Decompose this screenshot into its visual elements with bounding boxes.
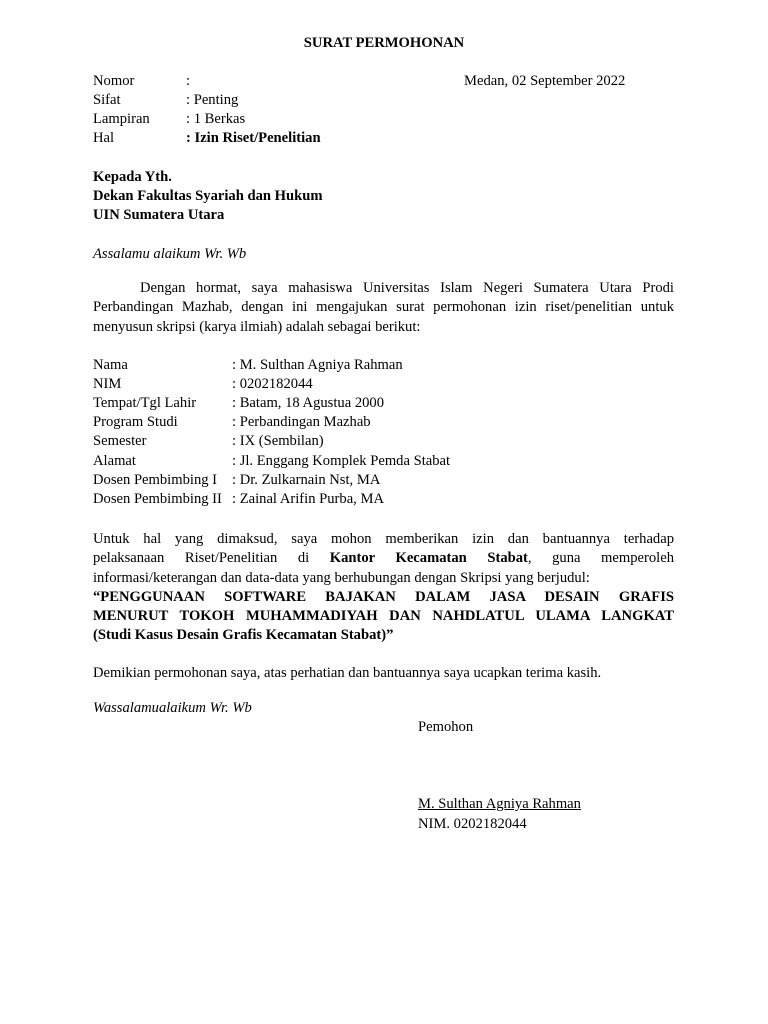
detail-value: : 0202182044 <box>232 376 313 392</box>
detail-label: Tempat/Tgl Lahir <box>93 395 197 411</box>
closing-statement: Demikian permohonan saya, atas perhatian dan bantuannya saya ucapkan terima kasih. <box>93 665 602 681</box>
research-location: Kantor Kecamatan Stabat <box>329 550 528 567</box>
thesis-title-line-2: MENURUT TOKOH MUHAMMADIYAH DAN NAHDLATUL ULAMA LANGKAT <box>93 608 674 625</box>
body-line-2-post: , guna memperoleh <box>527 550 674 567</box>
body-line-2 <box>93 549 674 568</box>
lampiran-label: Lampiran <box>93 111 150 127</box>
body-line-1: Untuk hal yang dimaksud, saya mohon memberikan izin dan bantuannya terhadap <box>93 531 674 547</box>
signature-role: Pemohon <box>418 719 474 735</box>
body-paragraph <box>93 530 674 646</box>
letter-title: SURAT PERMOHONAN <box>303 35 465 51</box>
intro-line-1: Dengan hormat, saya mahasiswa Universitas Islam Negeri Sumatera Utara Prodi <box>140 280 674 296</box>
signature-nim: NIM. 0202182044 <box>418 816 527 832</box>
body-line-3: informasi/keterangan dan data-data yang berhubungan dengan Skripsi yang berjudul: <box>93 569 590 586</box>
signature-name: M. Sulthan Agniya Rahman <box>418 796 581 812</box>
intro-line-3: menyusun skripsi (karya ilmiah) adalah sebagai berikut: <box>93 318 421 335</box>
place-date: Medan, 02 September 2022 <box>464 73 626 89</box>
detail-label: Alamat <box>93 453 136 469</box>
hal-label: Hal <box>93 130 115 146</box>
farewell: Wassalamualaikum Wr. Wb <box>93 700 252 716</box>
detail-value: : Perbandingan Mazhab <box>232 414 371 430</box>
lampiran-value: : 1 Berkas <box>186 111 246 127</box>
detail-label: Dosen Pembimbing I <box>93 472 218 488</box>
detail-value: : Zainal Arifin Purba, MA <box>232 491 384 507</box>
nomor-value: : <box>186 73 191 89</box>
recipient-line-2: Dekan Fakultas Syariah dan Hukum <box>93 188 323 204</box>
intro-paragraph <box>93 279 674 337</box>
detail-label: Nama <box>93 357 128 373</box>
recipient-line-3: UIN Sumatera Utara <box>93 207 225 223</box>
body-line-2-pre: pelaksanaan Riset/Penelitian di <box>93 550 310 567</box>
thesis-title-line-1: “PENGGUNAAN SOFTWARE BAJAKAN DALAM JASA DESAIN GRAFIS <box>93 588 674 605</box>
detail-value: : M. Sulthan Agniya Rahman <box>232 357 403 373</box>
detail-value: : IX (Sembilan) <box>232 433 324 449</box>
recipient-line-1: Kepada Yth. <box>93 169 172 185</box>
detail-value: : Batam, 18 Agustua 2000 <box>232 395 385 411</box>
hal-value: : Izin Riset/Penelitian <box>186 130 321 146</box>
detail-value: : Dr. Zulkarnain Nst, MA <box>232 472 381 488</box>
thesis-title-line-3: (Studi Kasus Desain Grafis Kecamatan Stabat)” <box>93 627 394 644</box>
detail-label: Dosen Pembimbing II <box>93 491 222 507</box>
detail-value: : Jl. Enggang Komplek Pemda Stabat <box>232 453 451 469</box>
sifat-label: Sifat <box>93 92 121 108</box>
greeting: Assalamu alaikum Wr. Wb <box>93 246 247 262</box>
intro-line-2: Perbandingan Mazhab, dengan ini mengajukan surat permohonan izin riset/penelitian untuk <box>93 299 674 316</box>
nomor-label: Nomor <box>93 73 135 89</box>
detail-label: Program Studi <box>93 414 178 430</box>
detail-label: Semester <box>93 433 147 449</box>
detail-label: NIM <box>93 376 122 392</box>
sifat-value: : Penting <box>186 92 239 108</box>
